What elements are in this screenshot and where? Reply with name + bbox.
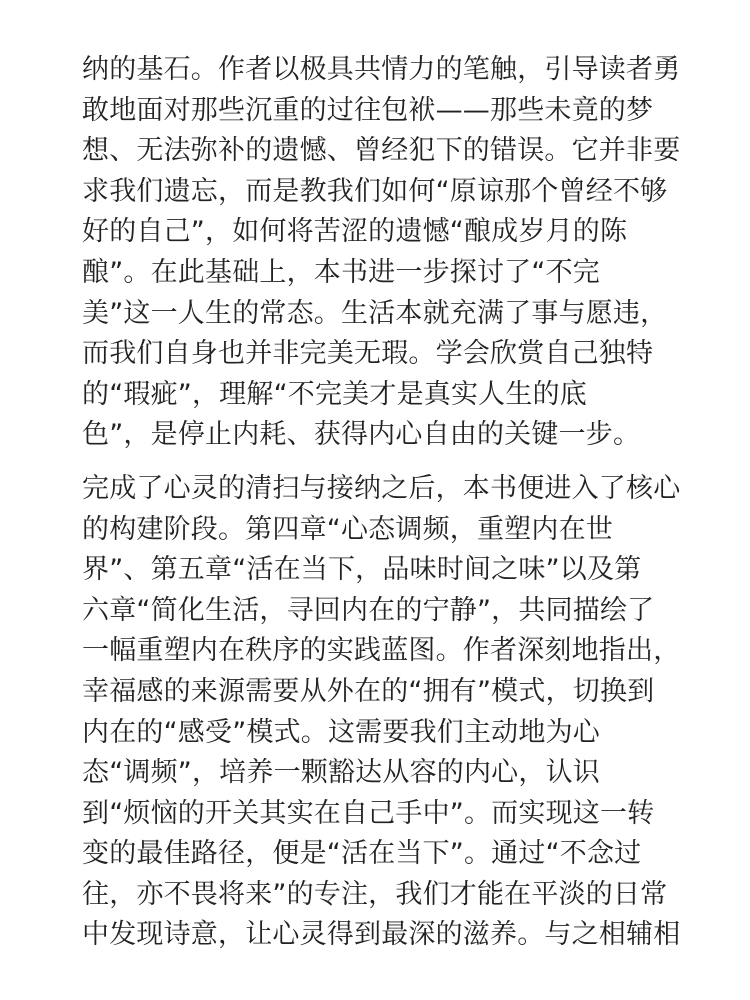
text-line: 酿”。在此基础上，本书进一步探讨了“不完	[82, 256, 600, 288]
text-line: 色”，是停止内耗、获得内心自由的关键一步。	[82, 419, 641, 451]
text-line: 的“瑕疵”，理解“不完美才是真实人生的底	[82, 378, 587, 410]
text-line: 幸福感的来源需要从外在的“拥有”模式，切换到	[82, 675, 655, 707]
text-line: 好的自己”，如何将苦涩的遗憾“酿成岁月的陈	[82, 216, 628, 248]
paragraph-1	[82, 50, 682, 456]
text-line: 想、无法弥补的遗憾、曾经犯下的错误。它并非要	[82, 135, 681, 167]
text-line: 求我们遗忘，而是教我们如何“原谅那个曾经不够	[82, 175, 668, 207]
text-line: 完成了心灵的清扫与接纳之后，本书便进入了核心	[82, 472, 681, 504]
paragraph-spacer	[82, 456, 682, 469]
text-line: 敢地面对那些沉重的过往包袱——那些未竟的梦	[82, 94, 654, 126]
text-line: 变的最佳路径，便是“活在当下”。通过“不念过	[82, 838, 642, 870]
text-line: 的构建阶段。第四章“心态调频，重塑内在世	[82, 513, 613, 545]
text-line: 六章“简化生活，寻回内在的宁静”，共同描绘了	[82, 594, 655, 626]
document-page	[82, 50, 682, 956]
text-line: 纳的基石。作者以极具共情力的笔触，引导读者勇	[82, 54, 681, 85]
text-line: 一幅重塑内在秩序的实践蓝图。作者深刻地指出，	[82, 635, 681, 667]
text-line: 而我们自身也并非完美无瑕。学会欣赏自己独特	[82, 338, 654, 370]
text-line: 界”、第五章“活在当下，品味时间之味”以及第	[82, 554, 642, 586]
text-line: 内在的“感受”模式。这需要我们主动地为心	[82, 716, 600, 748]
paragraph-2	[82, 469, 682, 956]
text-line: 美”这一人生的常态。生活本就充满了事与愿违，	[82, 297, 668, 329]
text-line: 到“烦恼的开关其实在自己手中”。而实现这一转	[82, 797, 655, 829]
text-line: 中发现诗意，让心灵得到最深的滋养。与之相辅相	[82, 919, 681, 951]
text-line: 态“调频”，培养一颗豁达从容的内心，认识	[82, 757, 600, 789]
text-line: 往，亦不畏将来”的专注，我们才能在平淡的日常	[82, 878, 668, 910]
